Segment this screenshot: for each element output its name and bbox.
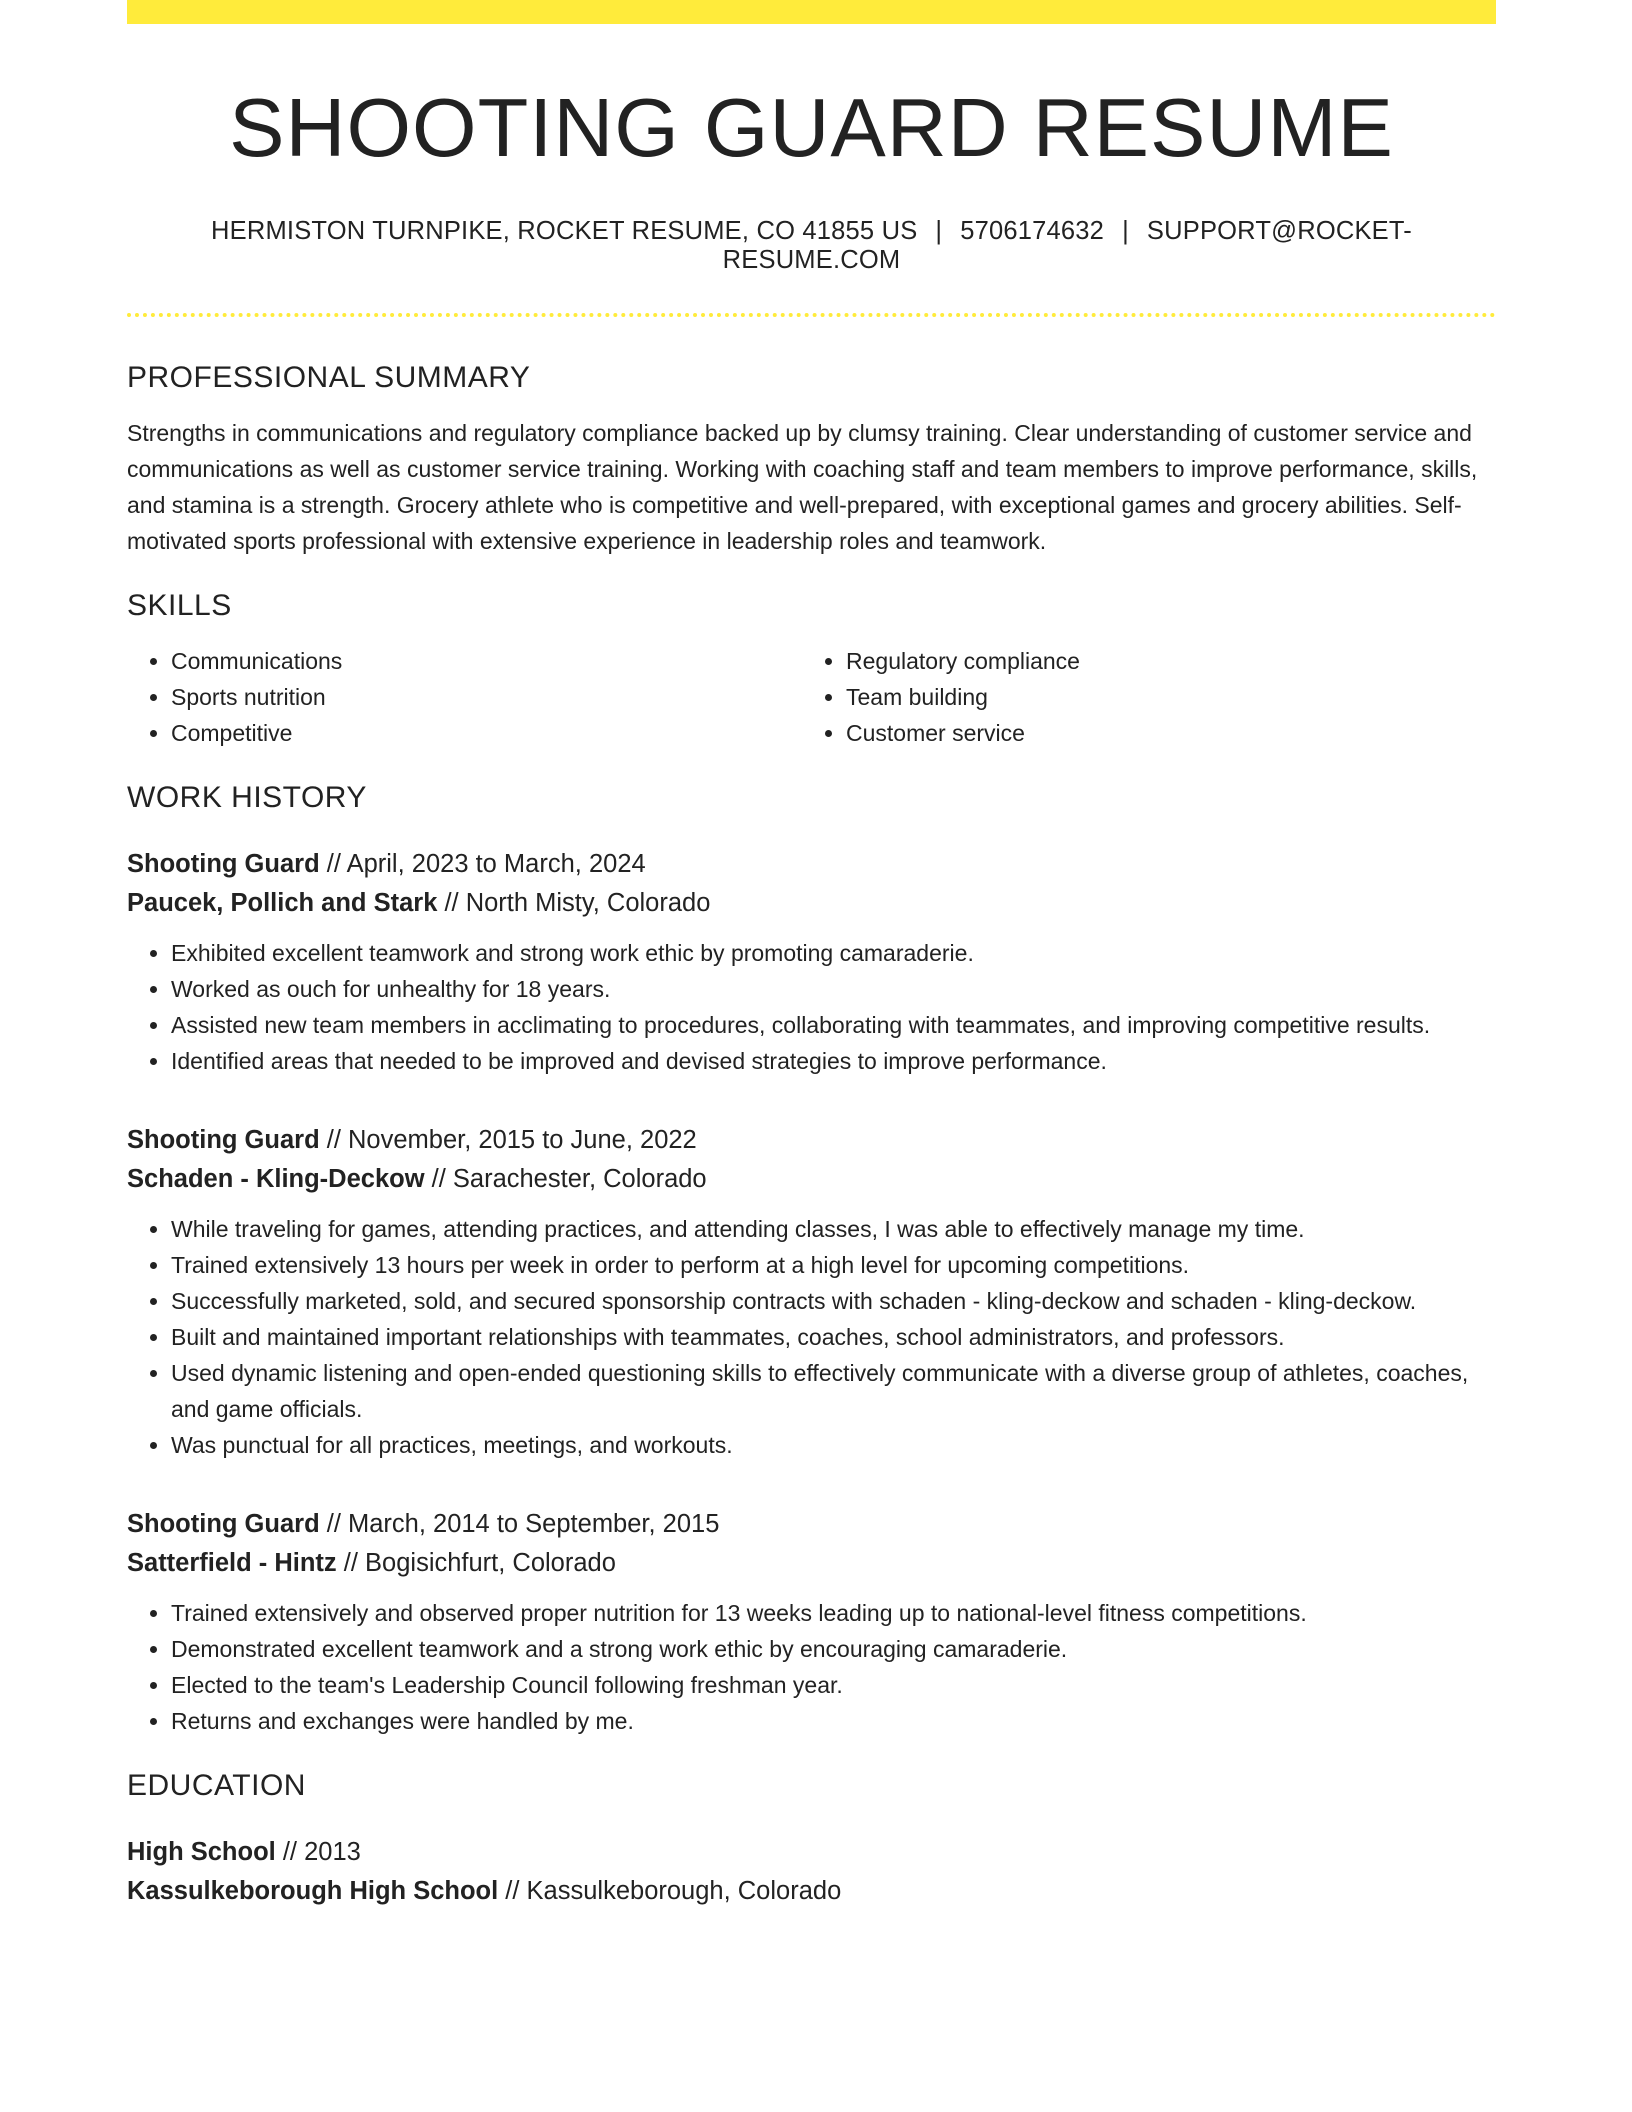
job-bullet: • Elected to the team's Leadership Council following freshman year. (171, 1667, 1496, 1703)
job-employer-line (127, 1160, 1496, 1199)
job-title: Shooting Guard (127, 1126, 320, 1155)
resume-title: SHOOTING GUARD RESUME (229, 81, 1394, 174)
skills-list-left (127, 643, 802, 751)
education-year: // 2013 (275, 1838, 361, 1867)
skill-item: • Competitive (171, 715, 802, 751)
skill-item: • Sports nutrition (171, 679, 802, 715)
contact-address: HERMISTON TURNPIKE, ROCKET RESUME, CO 41855 US (211, 217, 918, 246)
education-heading: EDUCATION (127, 1769, 306, 1803)
job-bullets (127, 1595, 1496, 1739)
job-bullets (127, 935, 1496, 1079)
skill-item: • Regulatory compliance (846, 643, 1477, 679)
job-bullet: • Successfully marketed, sold, and secured sponsorship contracts with schaden - kling-deckow and schaden - kling-deckow. (171, 1283, 1496, 1319)
job-employer-line (127, 884, 1496, 923)
contact-phone: 5706174632 (960, 217, 1105, 246)
skills-list-right (802, 643, 1477, 751)
job-bullet: • Used dynamic listening and open-ended questioning skills to effectively communicate with a diverse group of athletes, coaches, and game officials. (171, 1355, 1496, 1427)
work-history-heading: WORK HISTORY (127, 781, 367, 815)
job-title-line (127, 845, 1496, 884)
job-title: Shooting Guard (127, 850, 320, 879)
job-entry (127, 1505, 1496, 1739)
job-location: // North Misty, Colorado (437, 889, 711, 918)
job-bullet: • Worked as ouch for unhealthy for 18 years. (171, 971, 1496, 1007)
job-bullet: • Built and maintained important relationships with teammates, coaches, school administrators, and professors. (171, 1319, 1496, 1355)
dotted-divider (127, 313, 1496, 317)
job-title: Shooting Guard (127, 1510, 320, 1539)
education-location: // Kassulkeborough, Colorado (498, 1877, 842, 1906)
education-entry (127, 1833, 1496, 1911)
job-dates: // March, 2014 to September, 2015 (319, 1510, 720, 1539)
job-bullet: • Trained extensively and observed proper nutrition for 13 weeks leading up to national-level fitness competitions. (171, 1595, 1496, 1631)
skill-item: • Communications (171, 643, 802, 679)
accent-bar (127, 0, 1496, 24)
education-school: Kassulkeborough High School (127, 1877, 499, 1906)
contact-separator: | (1122, 217, 1129, 246)
summary-text: Strengths in communications and regulatory compliance backed up by clumsy training. Clear understanding of customer service and communications as well as customer service training. Working with coaching staff and team members to improve performance, skills, and stamina is a strength. Grocery athlete who is competitive and well-prepared, with exceptional games and grocery abilities. Self-motivated sports professional with extensive experience in leadership roles and teamwork. (127, 420, 1478, 555)
job-bullets (127, 1211, 1496, 1463)
job-location: // Sarachester, Colorado (424, 1165, 707, 1194)
education-school-line (127, 1872, 1496, 1911)
job-title-line (127, 1505, 1496, 1544)
job-bullet: • Was punctual for all practices, meetings, and workouts. (171, 1427, 1496, 1463)
skills-heading: SKILLS (127, 589, 232, 623)
resume-page (127, 0, 1496, 1911)
job-dates: // April, 2023 to March, 2024 (319, 850, 646, 879)
job-location: // Bogisichfurt, Colorado (336, 1549, 616, 1578)
job-bullet: • While traveling for games, attending practices, and attending classes, I was able to effectively manage my time. (171, 1211, 1496, 1247)
job-employer: Paucek, Pollich and Stark (127, 889, 438, 918)
job-bullet: • Exhibited excellent teamwork and strong work ethic by promoting camaraderie. (171, 935, 1496, 971)
job-entry (127, 1121, 1496, 1463)
job-employer: Schaden - Kling-Deckow (127, 1165, 425, 1194)
job-bullet: • Trained extensively 13 hours per week in order to perform at a high level for upcoming competitions. (171, 1247, 1496, 1283)
job-employer: Satterfield - Hintz (127, 1549, 337, 1578)
contact-separator: | (935, 217, 943, 246)
education-degree: High School (127, 1838, 276, 1867)
contact-email: SUPPORT@ROCKET-RESUME.COM (722, 217, 1412, 275)
summary-heading: PROFESSIONAL SUMMARY (127, 361, 531, 395)
contact-line (127, 217, 1496, 275)
skills-grid (127, 643, 1496, 751)
job-bullet: • Assisted new team members in acclimating to procedures, collaborating with teammates, and improving competitive results. (171, 1007, 1496, 1043)
job-entry (127, 845, 1496, 1079)
job-bullet: • Demonstrated excellent teamwork and a strong work ethic by encouraging camaraderie. (171, 1631, 1496, 1667)
job-bullet: • Identified areas that needed to be improved and devised strategies to improve performance. (171, 1043, 1496, 1079)
job-employer-line (127, 1544, 1496, 1583)
job-bullet: • Returns and exchanges were handled by me. (171, 1703, 1496, 1739)
education-degree-line (127, 1833, 1496, 1872)
skill-item: • Customer service (846, 715, 1477, 751)
skill-item: • Team building (846, 679, 1477, 715)
job-dates: // November, 2015 to June, 2022 (319, 1126, 697, 1155)
job-title-line (127, 1121, 1496, 1160)
